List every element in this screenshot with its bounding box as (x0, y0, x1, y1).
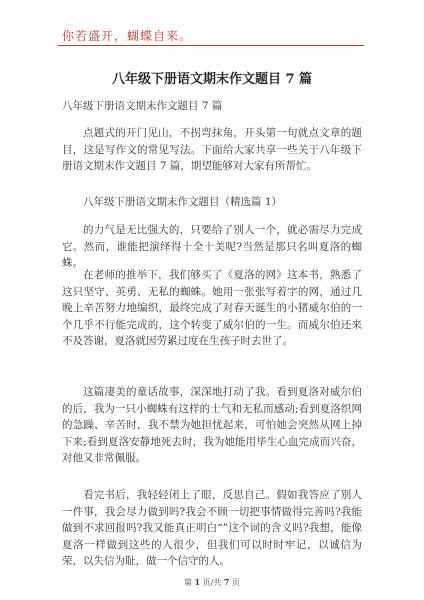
paragraph-3: 这篇凄美的童话故事，深深地打动了我。看到夏洛对威尔伯的后，我为一只小蜘蛛有这样的士气和无私而感动;看到夏洛织网的急躁、辛苦时，我不禁为她担忧起来，可怕她会突然从网上掉下来;看到夏洛安静地死去时，我为她能用毕生心血完成而兴奋，对他又非常佩服。 (62, 386, 362, 464)
footer-suffix: 页 (232, 578, 241, 587)
footer-prefix: 第 (183, 578, 192, 587)
header-divider (58, 45, 364, 46)
section-heading: 八年级下册语文期末作文题目（精选篇 1） (83, 196, 283, 208)
paragraph-2: 在老师的推举下，我们够买了《夏洛的网》这本书，熟悉了这只坚守、英勇、无私的蜘蛛。她用一张张写着字的网，通过几晚上辛苦努力地编织，最终完成了对春天诞生的小猪威尔伯的一个几乎不行能完成的，这个转变了威尔伯的一生。而威尔伯还来不及答谢，夏洛就因劳累过度在生孩子时去世了。 (62, 269, 362, 347)
intro-paragraph: 点题式的开门见山，不拐弯抹角，开头第一句就点文章的题目，这是写作文的常见写法。下面给大家共享一些关于八年级下册语文期末作文题目 7 篇，期望能够对大家有所帮忙。 (62, 127, 362, 172)
footer-middle: 页/共 (202, 578, 222, 587)
header-motto: 你若盛开，蝴蝶自来。 (62, 29, 193, 43)
paragraph-1: 的力气是无比强大的，只要给了别人一个，就必需尽力完成它。然而，谁能把演绎得十全十美呢?当然是那只名叫夏洛的蜘蛛。 (62, 224, 362, 269)
page-footer (0, 577, 424, 588)
footer-total-pages: 7 (223, 577, 230, 587)
document-subtitle: 八年级下册语文期末作文题目 7 篇 (62, 100, 223, 112)
page-header (0, 0, 424, 50)
paragraph-4: 看完书后，我轻轻闭上了眼，反思自己。假如我答应了别人一件事，我会尽力做到吗?我会不顾一切把事情做得完善吗?我能做到不求回报吗?我又能真正明白“”这个词的含义吗?我想，能像夏洛一样做到这些的人很少，但我们可以时时牢记，以诚信为荣，以失信为耻，做一个信守的人。 (62, 489, 362, 567)
footer-page-number: 1 (194, 577, 201, 587)
document-title: 八年级下册语文期末作文题目 7 篇 (111, 72, 313, 87)
